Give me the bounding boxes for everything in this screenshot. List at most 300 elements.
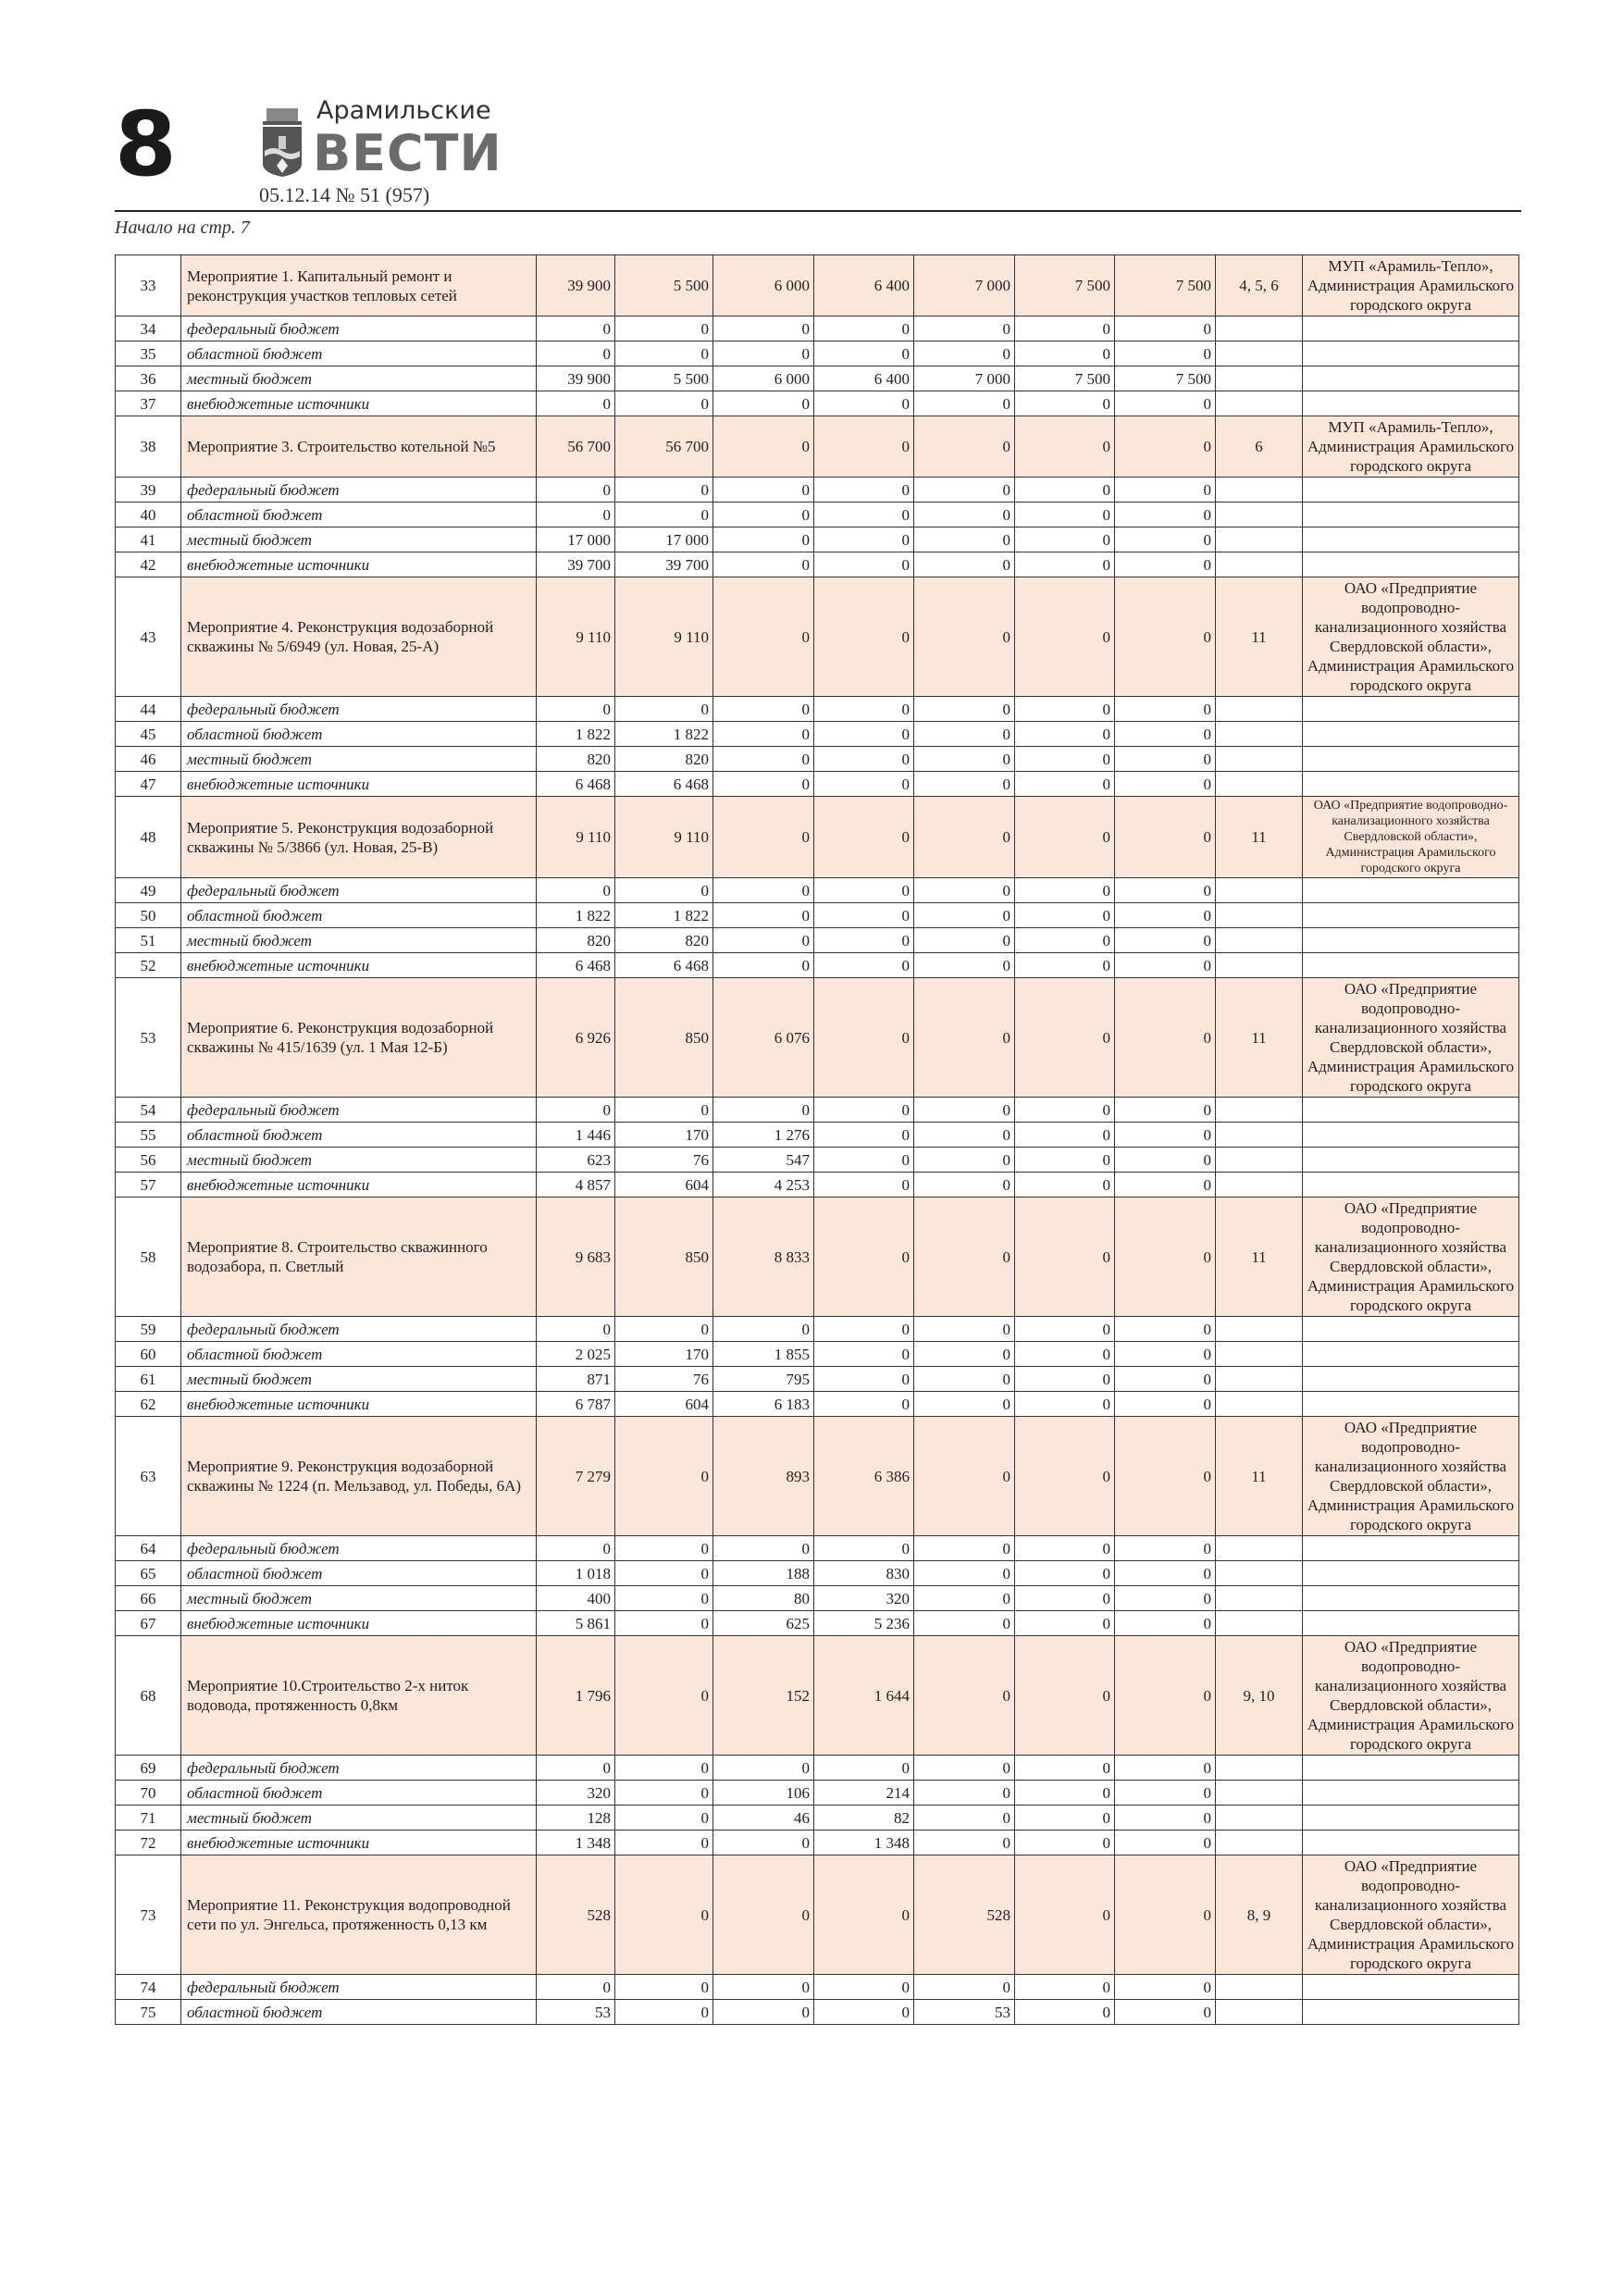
responsible-org-empty <box>1303 878 1519 903</box>
year-value: 0 <box>615 1098 713 1123</box>
total-value: 0 <box>537 1756 615 1781</box>
goal-numbers: 11 <box>1216 978 1303 1098</box>
funding-row <box>116 1317 1519 1342</box>
funding-source: федеральный бюджет <box>181 1317 537 1342</box>
year-value: 0 <box>713 503 814 527</box>
funding-source: внебюджетные источники <box>181 772 537 797</box>
year-value: 0 <box>1015 552 1115 577</box>
goal-numbers-empty <box>1216 928 1303 953</box>
total-value: 0 <box>537 316 615 341</box>
year-value: 0 <box>1015 747 1115 772</box>
year-value: 0 <box>914 1806 1015 1831</box>
row-number: 59 <box>116 1317 181 1342</box>
year-value: 0 <box>1115 1317 1216 1342</box>
year-value: 0 <box>1015 1123 1115 1148</box>
responsible-org-empty <box>1303 1756 1519 1781</box>
measure-title: Мероприятие 9. Реконструкция водозаборной скважины № 1224 (п. Мельзавод, ул. Победы, 6А) <box>181 1417 537 1536</box>
page-number: 8 <box>115 93 177 196</box>
year-value: 0 <box>1115 928 1216 953</box>
funding-row <box>116 527 1519 552</box>
measure-row <box>116 1198 1519 1317</box>
year-value: 0 <box>713 316 814 341</box>
funding-source: областной бюджет <box>181 1781 537 1806</box>
year-value: 0 <box>1115 1806 1216 1831</box>
year-value: 0 <box>814 1756 914 1781</box>
year-value: 1 822 <box>615 722 713 747</box>
responsible-org-empty <box>1303 697 1519 722</box>
measure-row <box>116 1636 1519 1756</box>
year-value: 0 <box>814 1173 914 1198</box>
year-value: 0 <box>1015 1586 1115 1611</box>
row-number: 71 <box>116 1806 181 1831</box>
funding-source: федеральный бюджет <box>181 878 537 903</box>
year-value: 0 <box>914 1123 1015 1148</box>
responsible-org-empty <box>1303 928 1519 953</box>
year-value: 0 <box>814 1098 914 1123</box>
total-value: 9 110 <box>537 577 615 697</box>
year-value: 0 <box>1015 878 1115 903</box>
funding-source: областной бюджет <box>181 1561 537 1586</box>
funding-row <box>116 391 1519 416</box>
year-value: 0 <box>914 341 1015 366</box>
year-value: 0 <box>1115 552 1216 577</box>
continued-note: Начало на стр. 7 <box>115 217 250 238</box>
year-value: 6 076 <box>713 978 814 1098</box>
responsible-org-empty <box>1303 1098 1519 1123</box>
row-number: 74 <box>116 1975 181 2000</box>
year-value: 0 <box>1115 1636 1216 1756</box>
year-value: 0 <box>914 1561 1015 1586</box>
year-value: 0 <box>814 577 914 697</box>
funding-row <box>116 1586 1519 1611</box>
responsible-org: ОАО «Предприятие водопроводно-канализационного хозяйства Свердловской области», Администрация Арамильского городского округа <box>1303 978 1519 1098</box>
total-value: 0 <box>537 878 615 903</box>
year-value: 0 <box>814 478 914 503</box>
year-value: 6 468 <box>615 772 713 797</box>
goal-numbers-empty <box>1216 503 1303 527</box>
funding-source: местный бюджет <box>181 527 537 552</box>
responsible-org-empty <box>1303 1367 1519 1392</box>
year-value: 0 <box>615 1756 713 1781</box>
goal-numbers: 4, 5, 6 <box>1216 255 1303 316</box>
year-value: 0 <box>713 1317 814 1342</box>
funding-source: областной бюджет <box>181 2000 537 2025</box>
funding-row <box>116 878 1519 903</box>
year-value: 0 <box>713 953 814 978</box>
year-value: 170 <box>615 1342 713 1367</box>
measure-row <box>116 255 1519 316</box>
responsible-org-empty <box>1303 391 1519 416</box>
year-value: 0 <box>615 1417 713 1536</box>
year-value: 850 <box>615 1198 713 1317</box>
year-value: 5 236 <box>814 1611 914 1636</box>
goal-numbers-empty <box>1216 1123 1303 1148</box>
year-value: 0 <box>615 1831 713 1855</box>
year-value: 0 <box>914 878 1015 903</box>
total-value: 6 468 <box>537 953 615 978</box>
funding-row <box>116 722 1519 747</box>
year-value: 0 <box>914 1781 1015 1806</box>
goal-numbers-empty <box>1216 1806 1303 1831</box>
goal-numbers-empty <box>1216 527 1303 552</box>
total-value: 0 <box>537 1975 615 2000</box>
year-value: 0 <box>914 1173 1015 1198</box>
year-value: 39 700 <box>615 552 713 577</box>
total-value: 9 110 <box>537 797 615 878</box>
row-number: 60 <box>116 1342 181 1367</box>
goal-numbers-empty <box>1216 697 1303 722</box>
responsible-org-empty <box>1303 1317 1519 1342</box>
year-value: 0 <box>1015 2000 1115 2025</box>
year-value: 820 <box>615 928 713 953</box>
year-value: 0 <box>914 1975 1015 2000</box>
row-number: 73 <box>116 1855 181 1975</box>
year-value: 0 <box>814 1198 914 1317</box>
goal-numbers-empty <box>1216 552 1303 577</box>
goal-numbers-empty <box>1216 878 1303 903</box>
year-value: 0 <box>1015 1392 1115 1417</box>
year-value: 0 <box>615 1586 713 1611</box>
funding-row <box>116 1342 1519 1367</box>
year-value: 0 <box>814 552 914 577</box>
row-number: 34 <box>116 316 181 341</box>
row-number: 50 <box>116 903 181 928</box>
goal-numbers-empty <box>1216 391 1303 416</box>
year-value: 0 <box>814 953 914 978</box>
year-value: 7 000 <box>914 255 1015 316</box>
year-value: 0 <box>914 478 1015 503</box>
total-value: 0 <box>537 1536 615 1561</box>
year-value: 320 <box>814 1586 914 1611</box>
funding-source: местный бюджет <box>181 1367 537 1392</box>
year-value: 0 <box>1115 772 1216 797</box>
year-value: 1 276 <box>713 1123 814 1148</box>
year-value: 0 <box>1015 1781 1115 1806</box>
year-value: 0 <box>914 928 1015 953</box>
funding-row <box>116 2000 1519 2025</box>
year-value: 0 <box>1015 903 1115 928</box>
year-value: 0 <box>713 577 814 697</box>
year-value: 0 <box>713 1536 814 1561</box>
row-number: 49 <box>116 878 181 903</box>
total-value: 128 <box>537 1806 615 1831</box>
year-value: 7 500 <box>1115 255 1216 316</box>
row-number: 75 <box>116 2000 181 2025</box>
funding-row <box>116 552 1519 577</box>
goal-numbers-empty <box>1216 1975 1303 2000</box>
year-value: 0 <box>1115 1367 1216 1392</box>
year-value: 0 <box>914 797 1015 878</box>
year-value: 6 400 <box>814 366 914 391</box>
measure-row <box>116 978 1519 1098</box>
year-value: 0 <box>1115 697 1216 722</box>
row-number: 41 <box>116 527 181 552</box>
total-value: 17 000 <box>537 527 615 552</box>
year-value: 0 <box>1115 722 1216 747</box>
year-value: 0 <box>814 391 914 416</box>
year-value: 0 <box>1115 903 1216 928</box>
row-number: 51 <box>116 928 181 953</box>
funding-row <box>116 1392 1519 1417</box>
funding-source: местный бюджет <box>181 1586 537 1611</box>
year-value: 0 <box>1115 1536 1216 1561</box>
brand-top: Арамильские <box>316 96 491 125</box>
brand-main: ВЕСТИ <box>313 124 502 182</box>
year-value: 5 500 <box>615 366 713 391</box>
goal-numbers-empty <box>1216 1317 1303 1342</box>
funding-row <box>116 1148 1519 1173</box>
header-divider <box>115 210 1521 212</box>
year-value: 6 000 <box>713 255 814 316</box>
year-value: 0 <box>615 1611 713 1636</box>
funding-row <box>116 1536 1519 1561</box>
year-value: 0 <box>1115 316 1216 341</box>
year-value: 0 <box>814 1392 914 1417</box>
funding-row <box>116 503 1519 527</box>
year-value: 0 <box>615 697 713 722</box>
responsible-org-empty <box>1303 1342 1519 1367</box>
row-number: 48 <box>116 797 181 878</box>
year-value: 4 253 <box>713 1173 814 1198</box>
goal-numbers: 8, 9 <box>1216 1855 1303 1975</box>
measure-title: Мероприятие 11. Реконструкция водопроводной сети по ул. Энгельса, протяженность 0,13 км <box>181 1855 537 1975</box>
year-value: 0 <box>814 1317 914 1342</box>
year-value: 0 <box>713 416 814 478</box>
year-value: 106 <box>713 1781 814 1806</box>
year-value: 0 <box>1115 1586 1216 1611</box>
year-value: 0 <box>914 772 1015 797</box>
year-value: 0 <box>1015 722 1115 747</box>
year-value: 0 <box>615 391 713 416</box>
row-number: 67 <box>116 1611 181 1636</box>
total-value: 53 <box>537 2000 615 2025</box>
year-value: 0 <box>713 928 814 953</box>
year-value: 0 <box>1115 1148 1216 1173</box>
year-value: 0 <box>1015 1317 1115 1342</box>
year-value: 0 <box>1115 1611 1216 1636</box>
year-value: 0 <box>1115 1098 1216 1123</box>
total-value: 820 <box>537 928 615 953</box>
row-number: 56 <box>116 1148 181 1173</box>
year-value: 17 000 <box>615 527 713 552</box>
funding-row <box>116 1975 1519 2000</box>
year-value: 0 <box>914 1367 1015 1392</box>
year-value: 6 386 <box>814 1417 914 1536</box>
year-value: 0 <box>1115 1392 1216 1417</box>
year-value: 9 110 <box>615 797 713 878</box>
year-value: 214 <box>814 1781 914 1806</box>
funding-source: внебюджетные источники <box>181 1173 537 1198</box>
row-number: 70 <box>116 1781 181 1806</box>
responsible-org-empty <box>1303 1173 1519 1198</box>
year-value: 0 <box>1115 1855 1216 1975</box>
year-value: 0 <box>713 797 814 878</box>
year-value: 0 <box>1115 1781 1216 1806</box>
row-number: 61 <box>116 1367 181 1392</box>
responsible-org-empty <box>1303 2000 1519 2025</box>
funding-source: внебюджетные источники <box>181 552 537 577</box>
year-value: 0 <box>713 1756 814 1781</box>
year-value: 0 <box>914 316 1015 341</box>
year-value: 0 <box>1115 341 1216 366</box>
funding-row <box>116 316 1519 341</box>
year-value: 0 <box>615 1636 713 1756</box>
year-value: 1 822 <box>615 903 713 928</box>
year-value: 0 <box>914 1586 1015 1611</box>
year-value: 0 <box>1015 1855 1115 1975</box>
year-value: 6 468 <box>615 953 713 978</box>
year-value: 0 <box>713 1831 814 1855</box>
funding-source: внебюджетные источники <box>181 1611 537 1636</box>
year-value: 0 <box>914 1148 1015 1173</box>
year-value: 0 <box>814 1367 914 1392</box>
year-value: 893 <box>713 1417 814 1536</box>
year-value: 0 <box>1015 1611 1115 1636</box>
row-number: 42 <box>116 552 181 577</box>
year-value: 0 <box>1115 503 1216 527</box>
total-value: 6 926 <box>537 978 615 1098</box>
year-value: 0 <box>713 1855 814 1975</box>
year-value: 0 <box>914 527 1015 552</box>
funding-row <box>116 747 1519 772</box>
funding-row <box>116 928 1519 953</box>
responsible-org-empty <box>1303 747 1519 772</box>
goal-numbers-empty <box>1216 772 1303 797</box>
year-value: 0 <box>914 1636 1015 1756</box>
funding-source: федеральный бюджет <box>181 316 537 341</box>
year-value: 76 <box>615 1367 713 1392</box>
row-number: 69 <box>116 1756 181 1781</box>
year-value: 6 183 <box>713 1392 814 1417</box>
year-value: 0 <box>713 747 814 772</box>
year-value: 0 <box>1015 953 1115 978</box>
goal-numbers: 11 <box>1216 797 1303 878</box>
year-value: 0 <box>615 503 713 527</box>
row-number: 53 <box>116 978 181 1098</box>
funding-row <box>116 1806 1519 1831</box>
year-value: 0 <box>1015 478 1115 503</box>
year-value: 0 <box>1115 1342 1216 1367</box>
row-number: 38 <box>116 416 181 478</box>
total-value: 6 468 <box>537 772 615 797</box>
year-value: 0 <box>914 1317 1015 1342</box>
funding-row <box>116 1367 1519 1392</box>
year-value: 0 <box>1015 1756 1115 1781</box>
year-value: 0 <box>914 1831 1015 1855</box>
year-value: 547 <box>713 1148 814 1173</box>
year-value: 0 <box>814 341 914 366</box>
year-value: 604 <box>615 1173 713 1198</box>
funding-row <box>116 903 1519 928</box>
year-value: 0 <box>1115 1417 1216 1536</box>
measure-title: Мероприятие 3. Строительство котельной №5 <box>181 416 537 478</box>
year-value: 0 <box>1115 1831 1216 1855</box>
row-number: 45 <box>116 722 181 747</box>
total-value: 0 <box>537 1098 615 1123</box>
goal-numbers-empty <box>1216 903 1303 928</box>
goal-numbers-empty <box>1216 1831 1303 1855</box>
measure-row <box>116 1855 1519 1975</box>
year-value: 6 400 <box>814 255 914 316</box>
year-value: 0 <box>615 1781 713 1806</box>
year-value: 0 <box>1015 577 1115 697</box>
total-value: 39 900 <box>537 255 615 316</box>
year-value: 7 500 <box>1115 366 1216 391</box>
measure-title: Мероприятие 8. Строительство скважинного водозабора, п. Светлый <box>181 1198 537 1317</box>
year-value: 0 <box>713 552 814 577</box>
responsible-org: ОАО «Предприятие водопроводно-канализационного хозяйства Свердловской области», Администрация Арамильского городского округа <box>1303 797 1519 878</box>
row-number: 58 <box>116 1198 181 1317</box>
year-value: 0 <box>1015 1148 1115 1173</box>
year-value: 0 <box>814 1536 914 1561</box>
year-value: 604 <box>615 1392 713 1417</box>
year-value: 820 <box>615 747 713 772</box>
year-value: 0 <box>1115 878 1216 903</box>
year-value: 0 <box>914 1756 1015 1781</box>
goal-numbers: 11 <box>1216 1417 1303 1536</box>
year-value: 0 <box>1015 1417 1115 1536</box>
total-value: 0 <box>537 697 615 722</box>
funding-source: внебюджетные источники <box>181 1392 537 1417</box>
total-value: 7 279 <box>537 1417 615 1536</box>
total-value: 9 683 <box>537 1198 615 1317</box>
year-value: 0 <box>1015 1536 1115 1561</box>
row-number: 62 <box>116 1392 181 1417</box>
year-value: 0 <box>1015 1806 1115 1831</box>
year-value: 0 <box>1015 1173 1115 1198</box>
year-value: 0 <box>814 527 914 552</box>
year-value: 0 <box>814 697 914 722</box>
year-value: 0 <box>1015 928 1115 953</box>
year-value: 0 <box>914 1198 1015 1317</box>
year-value: 0 <box>914 1611 1015 1636</box>
total-value: 6 787 <box>537 1392 615 1417</box>
year-value: 0 <box>615 1975 713 2000</box>
year-value: 0 <box>1015 1975 1115 2000</box>
total-value: 4 857 <box>537 1173 615 1198</box>
funding-source: областной бюджет <box>181 1123 537 1148</box>
responsible-org-empty <box>1303 903 1519 928</box>
year-value: 0 <box>914 903 1015 928</box>
responsible-org: ОАО «Предприятие водопроводно-канализационного хозяйства Свердловской области», Администрация Арамильского городского округа <box>1303 1855 1519 1975</box>
year-value: 0 <box>914 1392 1015 1417</box>
funding-source: местный бюджет <box>181 1806 537 1831</box>
year-value: 0 <box>713 391 814 416</box>
year-value: 0 <box>1015 772 1115 797</box>
goal-numbers-empty <box>1216 1342 1303 1367</box>
year-value: 7 500 <box>1015 366 1115 391</box>
year-value: 1 855 <box>713 1342 814 1367</box>
year-value: 0 <box>713 1975 814 2000</box>
row-number: 52 <box>116 953 181 978</box>
row-number: 55 <box>116 1123 181 1148</box>
goal-numbers-empty <box>1216 1611 1303 1636</box>
goal-numbers-empty <box>1216 1148 1303 1173</box>
year-value: 0 <box>914 747 1015 772</box>
year-value: 0 <box>713 527 814 552</box>
goal-numbers-empty <box>1216 722 1303 747</box>
year-value: 0 <box>1115 1975 1216 2000</box>
year-value: 170 <box>615 1123 713 1148</box>
year-value: 0 <box>1115 1198 1216 1317</box>
row-number: 66 <box>116 1586 181 1611</box>
measure-row <box>116 1417 1519 1536</box>
year-value: 0 <box>1015 1561 1115 1586</box>
responsible-org-empty <box>1303 1123 1519 1148</box>
responsible-org-empty <box>1303 1781 1519 1806</box>
funding-source: федеральный бюджет <box>181 697 537 722</box>
year-value: 0 <box>914 722 1015 747</box>
